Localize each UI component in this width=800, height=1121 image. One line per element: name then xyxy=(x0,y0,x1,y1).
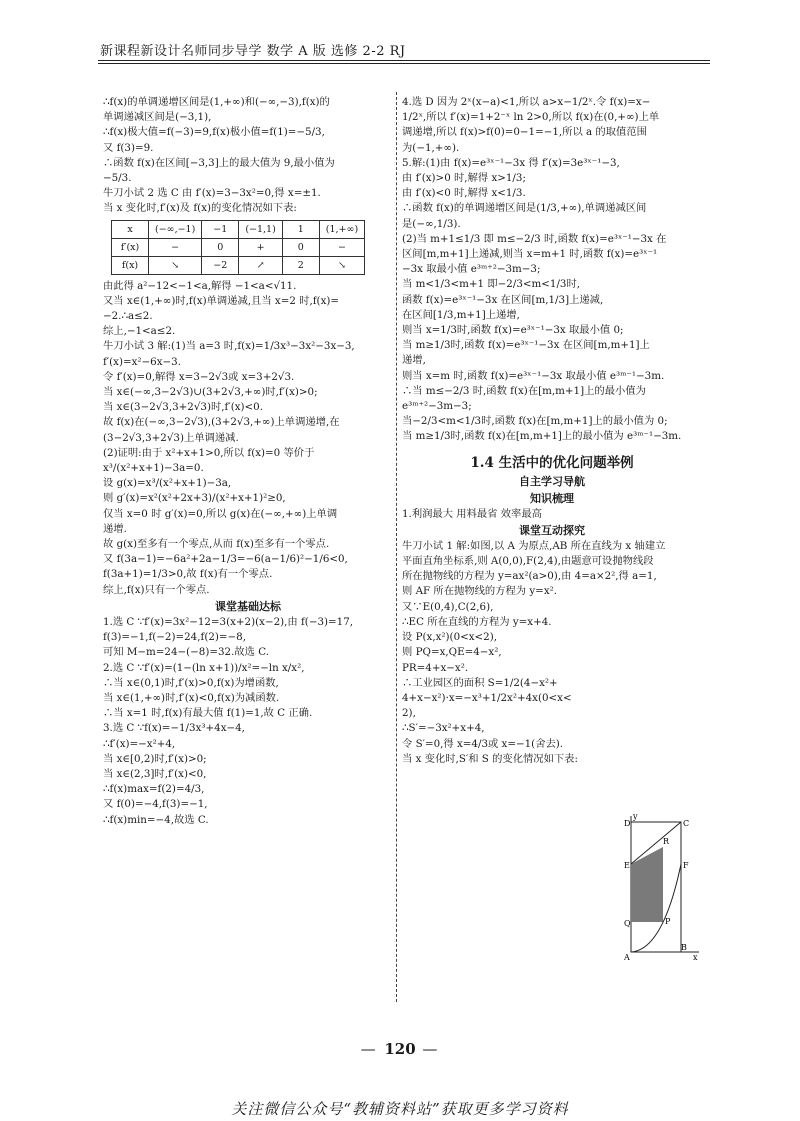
text-line: (3−2√3,3+2√3)上单调递减. xyxy=(103,431,239,444)
text-line: 仅当 x=0 时 g′(x)=0,所以 g(x)在(−∞,+∞)上单调 xyxy=(103,507,338,520)
text-line: 则当 x=1/3时,函数 f(x)=e³ˣ⁻¹−3x 取最小值 0; xyxy=(402,324,624,337)
parabola-region-figure xyxy=(623,812,703,962)
text-line: 当 x∈(2,3]时,f′(x)<0, xyxy=(103,767,207,780)
text-line: f(3a+1)=1/3>0,故 f(x)有一个零点. xyxy=(103,568,273,581)
text-line: 4+x−x²)·x=−x³+1/2x²+4x(0<x< xyxy=(402,691,572,704)
text-line: 平面直角坐标系,则 A(0,0),F(2,4),由题意可设抛物线段 xyxy=(402,555,654,568)
label-P: P xyxy=(665,917,671,926)
label-A: A xyxy=(624,953,630,962)
column-divider xyxy=(396,92,397,1002)
table-cell: 2 xyxy=(282,256,319,274)
table-cell: 0 xyxy=(282,238,319,256)
text-line: 由 f′(x)<0 时,解得 x<1/3. xyxy=(402,187,526,200)
text-line: 当 x∈(1,+∞)时,f′(x)<0,f(x)为减函数. xyxy=(103,691,280,704)
section-heading-basic: 课堂基础达标 xyxy=(215,599,281,613)
text-line: ∴S′=−3x²+x+4, xyxy=(402,722,485,735)
text-line: (2)当 m+1≤1/3 即 m≤−2/3 时,函数 f(x)=e³ˣ⁻¹−3x 在 xyxy=(402,232,667,245)
text-line: 牛刀小试 2 选 C 由 f′(x)=3−3x²=0,得 x=±1. xyxy=(103,187,321,200)
text-line: ∴f′(x)=−x²+4, xyxy=(103,737,176,750)
label-Q: Q xyxy=(624,919,631,928)
label-x: x xyxy=(693,953,698,962)
text-line: 设 g(x)=x³/(x²+x+1)−3a, xyxy=(103,477,232,490)
table-cell: (−∞,−1) xyxy=(149,220,202,238)
text-line: (2)证明:由于 x²+x+1>0,所以 f(x)=0 等价于 xyxy=(103,446,315,459)
table-cell: + xyxy=(239,238,282,256)
knowledge-line: 1.利润最大 用料最省 效率最高 xyxy=(402,507,542,520)
text-line: 故 f(x)在(−∞,3−2√3),(3+2√3,+∞)上单调递增,在 xyxy=(103,416,340,429)
text-line: 令 f′(x)=0,解得 x=3−2√3或 x=3+2√3. xyxy=(103,370,295,383)
table-cell: ↘ xyxy=(149,256,202,274)
text-line: 当−2/3<m<1/3时,函数 f(x)在[m,m+1]上的最小值为 0; xyxy=(402,415,668,428)
header-rule-thin xyxy=(98,63,710,64)
text-line: ∴工业园区的面积 S=1/2(4−x²+ xyxy=(402,676,558,689)
table-cell: − xyxy=(319,238,364,256)
text-line: 又当 x∈(1,+∞)时,f(x)单调递减,且当 x=2 时,f(x)= xyxy=(103,294,340,307)
label-D: D xyxy=(624,819,631,828)
text-line: 综上,−1<a≤2. xyxy=(103,325,176,338)
text-line: e³ᵐ⁺²−3m−3; xyxy=(402,400,472,413)
subheading-interactive: 课堂互动探究 xyxy=(519,523,585,537)
text-line: x³/(x²+x+1)−3a=0. xyxy=(103,462,204,475)
text-line: 当 m≥1/3时,函数 f(x)=e³ˣ⁻¹−3x 在区间[m,m+1]上 xyxy=(402,339,650,352)
text-line: 当 x 变化时,f′(x)及 f(x)的变化情况如下表: xyxy=(103,202,297,215)
table-cell: 1 xyxy=(282,220,319,238)
table-cell: x xyxy=(112,220,149,238)
text-line: ∴当 x=1 时,f(x)有最大值 f(1)=1,故 C 正确. xyxy=(103,707,313,720)
table-row xyxy=(112,256,365,274)
left-column xyxy=(103,95,393,828)
text-line: 则 AF 所在抛物线的方程为 y=x². xyxy=(402,585,558,598)
text-line: 1.选 C ∵f′(x)=3x²−12=3(x+2)(x−2),由 f(−3)=17, xyxy=(103,615,354,628)
text-line: 是(−∞,1/3). xyxy=(402,217,461,230)
label-R: R xyxy=(663,837,670,846)
text-line: 又 f(3)=9. xyxy=(103,141,154,154)
table-cell: − xyxy=(149,238,202,256)
table-cell: f(x) xyxy=(112,256,149,274)
text-line: f′(x)=x²−6x−3. xyxy=(103,355,181,368)
text-line: 牛刀小试 3 解:(1)当 a=3 时,f(x)=1/3x³−3x²−3x−3, xyxy=(103,340,355,353)
table-cell: f′(x) xyxy=(112,238,149,256)
text-line: 牛刀小试 1 解:如图,以 A 为原点,AB 所在直线为 x 轴建立 xyxy=(402,539,666,552)
text-line: 递增, xyxy=(402,354,426,367)
text-line: 当 x∈(3−2√3,3+2√3)时,f′(x)<0. xyxy=(103,401,264,414)
section-title: 1.4 生活中的优化问题举例 xyxy=(470,454,634,471)
text-line: −2.∴a≤2. xyxy=(103,310,153,323)
table-cell: −1 xyxy=(202,220,239,238)
text-line: 设 P(x,x²)(0<x<2), xyxy=(402,631,498,644)
text-line: 故 g(x)至多有一个零点,从而 f(x)至多有一个零点. xyxy=(103,538,330,551)
table-cell: (1,+∞) xyxy=(319,220,364,238)
label-F: F xyxy=(683,861,689,870)
page-number: — 120 — xyxy=(360,1040,440,1058)
text-line: 单调递减区间是(−3,1), xyxy=(103,111,212,124)
text-line: 则 PQ=x,QE=4−x², xyxy=(402,646,502,659)
table-cell: ↗ xyxy=(239,256,282,274)
text-line: 当 m<1/3<m+1 即−2/3<m<1/3时, xyxy=(402,278,581,291)
text-line: 所在抛物线的方程为 y=ax²(a>0),由 4=a×2²,得 a=1, xyxy=(402,570,657,583)
right-column xyxy=(402,95,702,767)
header-rule xyxy=(98,60,710,61)
text-line: 5.解:(1)由 f(x)=e³ˣ⁻¹−3x 得 f′(x)=3e³ˣ⁻¹−3, xyxy=(402,156,620,169)
label-B: B xyxy=(681,943,687,952)
text-line: ∴f(x)的单调递增区间是(1,+∞)和(−∞,−3),f(x)的 xyxy=(103,96,330,108)
text-line: 当 x 变化时,S′和 S 的变化情况如下表: xyxy=(402,752,578,765)
text-line: −3x 取最小值 e³ᵐ⁺²−3m−3; xyxy=(402,263,541,276)
table-cell: ↘ xyxy=(319,256,364,274)
text-line: 2), xyxy=(402,707,416,720)
text-line: 函数 f(x)=e³ˣ⁻¹−3x 在区间[m,1/3]上递减, xyxy=(402,293,604,306)
text-line: 当 x∈[0,2)时,f′(x)>0; xyxy=(103,752,207,765)
text-line: f(3)=−1,f(−2)=24,f(2)=−8, xyxy=(103,631,246,644)
text-line: 区间[m,m+1]上递减,则当 x=m+1 时,函数 f(x)=e³ˣ⁻¹ xyxy=(402,248,658,261)
text-line: 2.选 C ∵f′(x)=(1−(ln x+1))/x²=−ln x/x², xyxy=(103,661,305,674)
text-line: ∴当 m≤−2/3 时,函数 f(x)在[m,m+1]上的最小值为 xyxy=(402,384,646,397)
table-row xyxy=(112,238,365,256)
text-line: ∴f(x)极大值=f(−3)=9,f(x)极小值=f(1)=−5/3, xyxy=(103,126,325,139)
text-line: 则当 x=m 时,函数 f(x)=e³ˣ⁻¹−3x 取最小值 e³ᵐ⁻¹−3m. xyxy=(402,369,665,382)
table-cell: 0 xyxy=(202,238,239,256)
table-row xyxy=(112,220,365,238)
text-line: 由 f′(x)>0 时,解得 x>1/3; xyxy=(402,172,526,185)
table-cell: (−1,1) xyxy=(239,220,282,238)
subheading-self-study: 自主学习导航 xyxy=(519,474,585,488)
text-line: 1/2ˣ,所以 f′(x)=1+2⁻ˣ ln 2>0,所以 f(x)在(0,+∞)上单 xyxy=(402,111,660,124)
text-line: 在区间[1/3,m+1]上递增, xyxy=(402,308,520,321)
text-line: 又 f(3a−1)=−6a²+2a−1/3=−6(a−1/6)²−1/6<0, xyxy=(103,553,348,566)
text-line: 递增. xyxy=(103,522,127,535)
text-line: ∴函数 f(x)的单调递增区间是(1/3,+∞),单调递减区间 xyxy=(402,202,647,215)
label-C: C xyxy=(683,819,690,828)
text-line: 由此得 a²−12<−1<a,解得 −1<a<√11. xyxy=(103,279,297,292)
text-line: ∴EC 所在直线的方程为 y=x+4. xyxy=(402,615,552,628)
text-line: ∴当 x∈(0,1)时,f′(x)>0,f(x)为增函数, xyxy=(103,676,279,689)
table-cell: −2 xyxy=(202,256,239,274)
text-line: 又∵E(0,4),C(2,6), xyxy=(402,600,494,613)
text-line: ∴函数 f(x)在区间[−3,3]上的最大值为 9,最小值为 xyxy=(103,156,335,169)
text-line: 可知 M−m=24−(−8)=32.故选 C. xyxy=(103,646,270,659)
label-y: y xyxy=(633,812,638,821)
text-line: 当 x∈(−∞,3−2√3)∪(3+2√3,+∞)时,f′(x)>0; xyxy=(103,386,318,399)
text-line: 又 f(0)=−4,f(3)=−1, xyxy=(103,798,208,811)
text-line: −5/3. xyxy=(103,172,132,185)
text-line: 4.选 D 因为 2ˣ(x−a)<1,所以 a>x−1/2ˣ.令 f(x)=x− xyxy=(402,96,651,108)
subheading-knowledge: 知识梳理 xyxy=(530,491,574,505)
text-line: ∴f(x)max=f(2)=4/3, xyxy=(103,783,205,796)
text-line: ∴f(x)min=−4,故选 C. xyxy=(103,813,209,826)
text-line: 则 g′(x)=x²(x²+2x+3)/(x²+x+1)²≥0, xyxy=(103,492,286,505)
text-line: 为(−1,+∞). xyxy=(402,141,460,154)
variation-table xyxy=(111,220,365,275)
text-line: 3.选 C ∵f(x)=−1/3x³+4x−4, xyxy=(103,722,245,735)
text-line: 调递增,所以 f(x)>f(0)=0−1=−1,所以 a 的取值范围 xyxy=(402,126,647,139)
footer-note: 关注微信公众号“教辅资料站”获取更多学习资料 xyxy=(231,1100,569,1118)
text-line: 当 m≥1/3时,函数 f(x)在[m,m+1]上的最小值为 e³ᵐ⁻¹−3m. xyxy=(402,430,682,443)
text-line: PR=4+x−x². xyxy=(402,661,469,674)
label-E: E xyxy=(624,861,630,870)
text-line: 令 S′=0,得 x=4/3或 x=−1(舍去). xyxy=(402,737,564,750)
page-header: 新课程新设计名师同步导学 数学 A 版 选修 2-2 RJ xyxy=(100,44,406,59)
text-line: 综上,f(x)只有一个零点. xyxy=(103,583,210,596)
